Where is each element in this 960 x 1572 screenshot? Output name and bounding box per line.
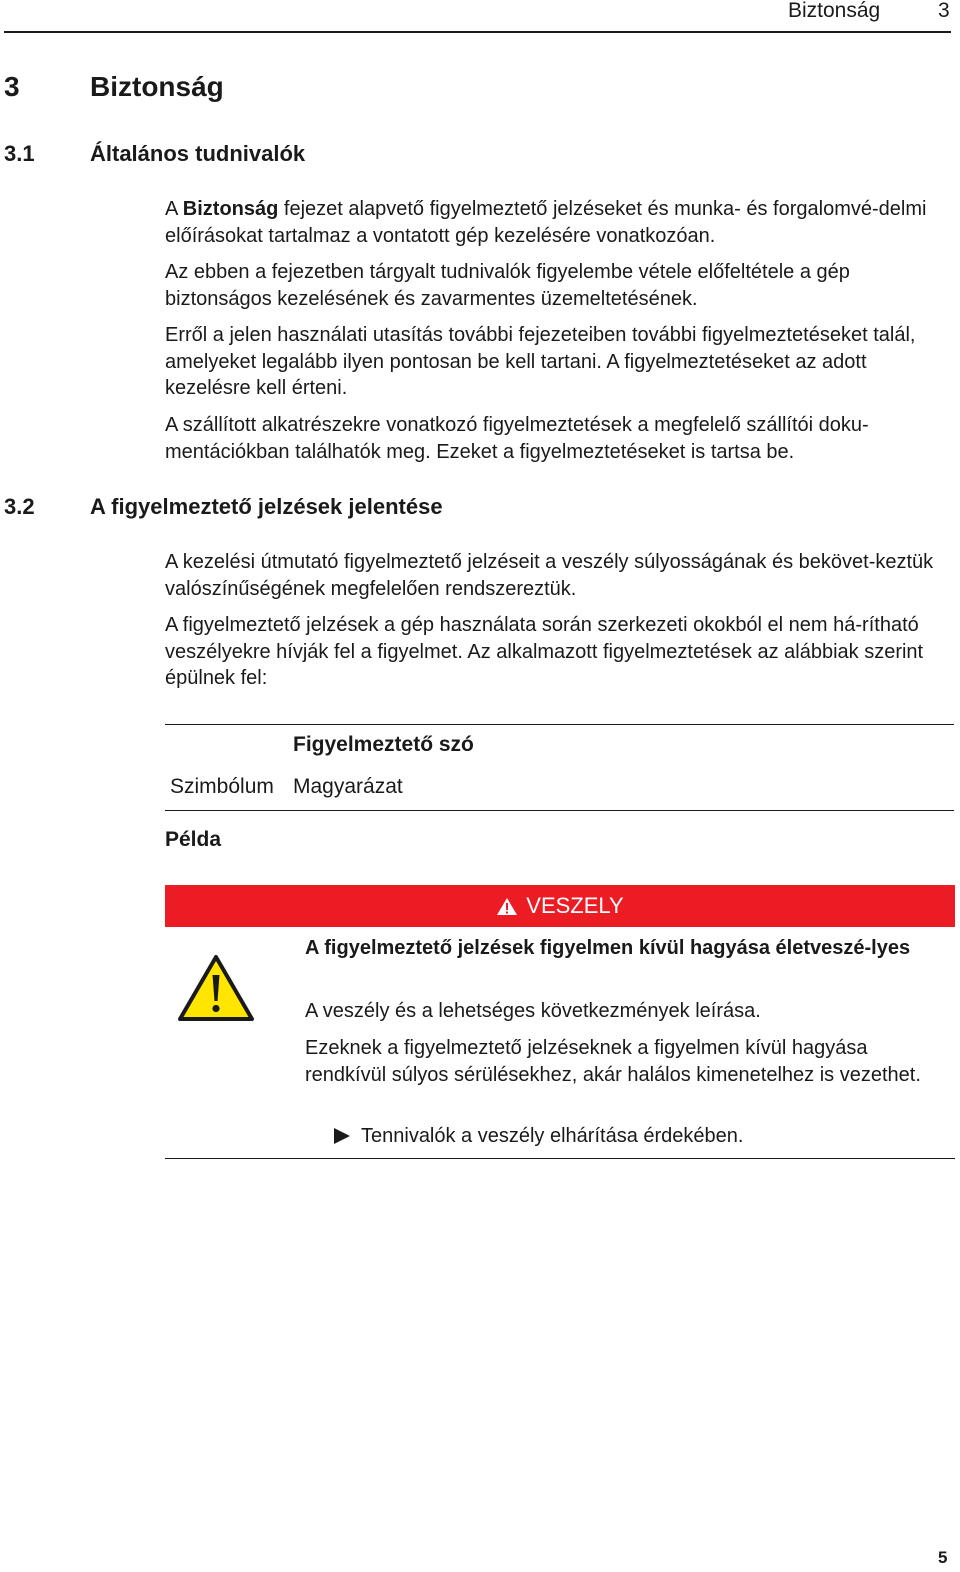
section-title: Általános tudnivalók bbox=[90, 141, 306, 166]
bold-term: Biztonság bbox=[182, 198, 279, 220]
key-signal-word: Figyelmeztető szó bbox=[293, 733, 474, 756]
warning-small-icon bbox=[496, 897, 518, 916]
chapter-number: 3 bbox=[4, 71, 20, 102]
section-number: 3.1 bbox=[4, 141, 35, 166]
running-header-title: Biztonság bbox=[788, 0, 881, 22]
example-bottom-rule bbox=[165, 1158, 955, 1159]
paragraph: A figyelmeztető jelzések a gép használata során szerkezeti okokból el nem há-rítható veszélyekre hívják fel a figyelmet. Az alkalmazott figyelmeztetések az alábbiak szerint épülnek fel: bbox=[165, 614, 924, 689]
paragraph: A szállított alkatrészekre vonatkozó figyelmeztetések a megfelelő szállítói doku-mentációkban találhatók meg. Ezeket a figyelmeztetéseket is tartsa be. bbox=[165, 414, 869, 463]
triangle-right-icon bbox=[333, 1127, 351, 1145]
paragraph: A kezelési útmutató figyelmeztető jelzéseit a veszély súlyosságának és bekövet-keztük valószínűségének megfelelően rendszereztük. bbox=[165, 551, 934, 600]
warning-description: A veszély és a lehetséges következmények leírása. bbox=[305, 1000, 761, 1022]
header-divider bbox=[4, 31, 951, 33]
danger-signal-word: VESZELY bbox=[526, 893, 624, 918]
key-symbol-label: Szimbólum bbox=[170, 775, 274, 798]
key-explanation-label: Magyarázat bbox=[293, 775, 403, 798]
table-top-rule bbox=[165, 724, 954, 725]
warning-consequence: Ezeknek a figyelmeztető jelzéseknek a figyelmen kívül hagyása rendkívül súlyos sérülésekhez, akár halálos kimenetelhez is vezethet. bbox=[305, 1037, 921, 1086]
table-bottom-rule bbox=[165, 810, 954, 811]
action-text: Tennivalók a veszély elhárítása érdekében. bbox=[361, 1125, 744, 1147]
page-number: 5 bbox=[938, 1548, 948, 1567]
warning-heading: A figyelmeztető jelzések figyelmen kívül hagyása életveszé-lyes bbox=[305, 937, 911, 959]
running-header-chapter-number: 3 bbox=[938, 0, 950, 22]
section-number: 3.2 bbox=[4, 494, 35, 519]
example-label: Példa bbox=[165, 828, 222, 851]
paragraph: A Biztonság fejezet alapvető figyelmeztető jelzéseket és munka- és forgalomvé-delmi előírásokat tartalmaz a vontatott gép kezelésére vonatkozóan. bbox=[165, 198, 927, 247]
action-step bbox=[333, 1123, 743, 1150]
paragraph: Az ebben a fejezetben tárgyalt tudnivalók figyelembe vétele előfeltétele a gép biztonságos kezelésének és zavarmentes üzemeltetésének. bbox=[165, 261, 850, 310]
warning-triangle-icon bbox=[176, 953, 256, 1023]
section-title: A figyelmeztető jelzések jelentése bbox=[90, 494, 443, 519]
chapter-title: Biztonság bbox=[90, 71, 224, 102]
paragraph: Erről a jelen használati utasítás további fejezeteiben további figyelmeztetéseket talál, amelyeket legalább ilyen pontosan be kell tartani. A figyelmeztetéseket az adott kezelésre kell érteni. bbox=[165, 324, 916, 399]
danger-signal-bar bbox=[165, 885, 955, 927]
